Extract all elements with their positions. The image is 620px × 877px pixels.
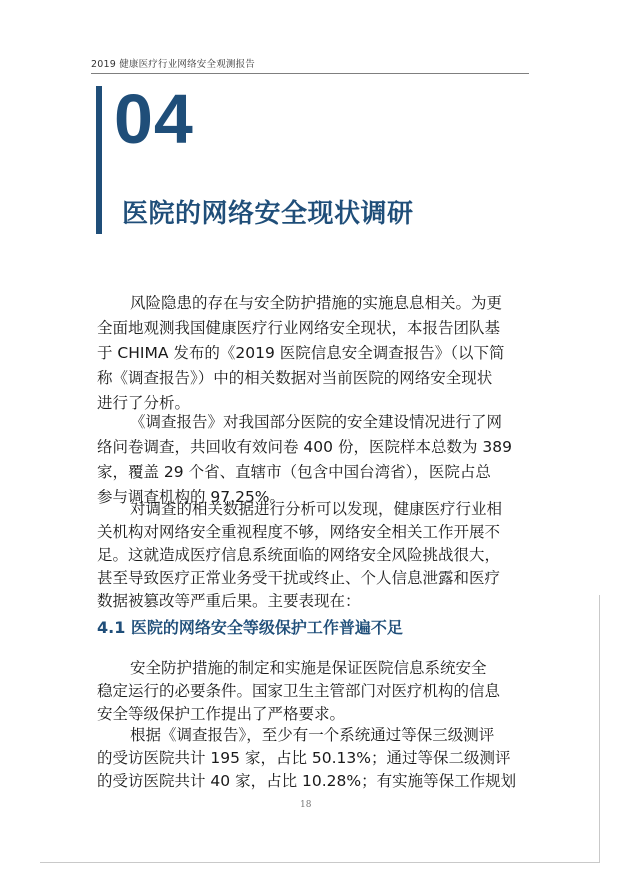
paragraph-line: 稳定运行的必要条件。国家卫生主管部门对医疗机构的信息 (97, 682, 501, 700)
section-heading: 4.1 医院的网络安全等级保护工作普遍不足 (97, 618, 403, 637)
chapter-title: 医院的网络安全现状调研 (122, 199, 414, 229)
paragraph-line: 的受访医院共计 40 家，占比 10.28%；有实施等保工作规划 (97, 772, 517, 790)
paragraph-line: 参与调查机构的 97.25%。 (97, 488, 286, 506)
chapter-number: 04 (114, 80, 194, 158)
header-rule (91, 73, 529, 74)
paragraph-line: 根据《调查报告》，至少有一个系统通过等保三级测评 (130, 726, 495, 744)
paragraph-line: 称《调查报告》）中的相关数据对当前医院的网络安全现状 (97, 369, 493, 387)
page-frame-bottom (40, 862, 600, 863)
paragraph-line: 安全等级保护工作提出了严格要求。 (97, 705, 346, 723)
paragraph-line: 数据被篡改等严重后果。主要表现在： (97, 592, 361, 610)
running-header: 2019 健康医疗行业网络安全观测报告 (91, 59, 255, 70)
paragraph-line: 进行了分析。 (97, 394, 191, 412)
paragraph-line: 家，覆盖 29 个省、直辖市（包含中国台湾省），医院占总 (97, 463, 491, 481)
paragraph-line: 对调查的相关数据进行分析可以发现，健康医疗行业相 (130, 500, 503, 518)
page-frame-right (599, 595, 600, 863)
paragraph-line: 甚至导致医疗正常业务受干扰或终止、个人信息泄露和医疗 (97, 569, 501, 587)
paragraph-line: 安全防护措施的制定和实施是保证医院信息系统安全 (130, 659, 487, 677)
chapter-accent-bar (96, 86, 102, 234)
paragraph-line: 足。这就造成医疗信息系统面临的网络安全风险挑战很大， (97, 546, 501, 564)
paragraph-line: 风险隐患的存在与安全防护措施的实施息息相关。为更 (130, 294, 503, 312)
paragraph-line: 《调查报告》对我国部分医院的安全建设情况进行了网 (130, 413, 503, 431)
paragraph-line: 络问卷调查，共回收有效问卷 400 份，医院样本总数为 389 (97, 438, 512, 456)
paragraph-line: 于 CHIMA 发布的《2019 医院信息安全调查报告》（以下简 (97, 344, 505, 362)
page-number: 18 (300, 800, 312, 810)
paragraph-line: 的受访医院共计 195 家，占比 50.13%；通过等保二级测评 (97, 749, 511, 767)
paragraph-line: 全面地观测我国健康医疗行业网络安全现状，本报告团队基 (97, 319, 501, 337)
paragraph-line: 关机构对网络安全重视程度不够，网络安全相关工作开展不 (97, 523, 501, 541)
